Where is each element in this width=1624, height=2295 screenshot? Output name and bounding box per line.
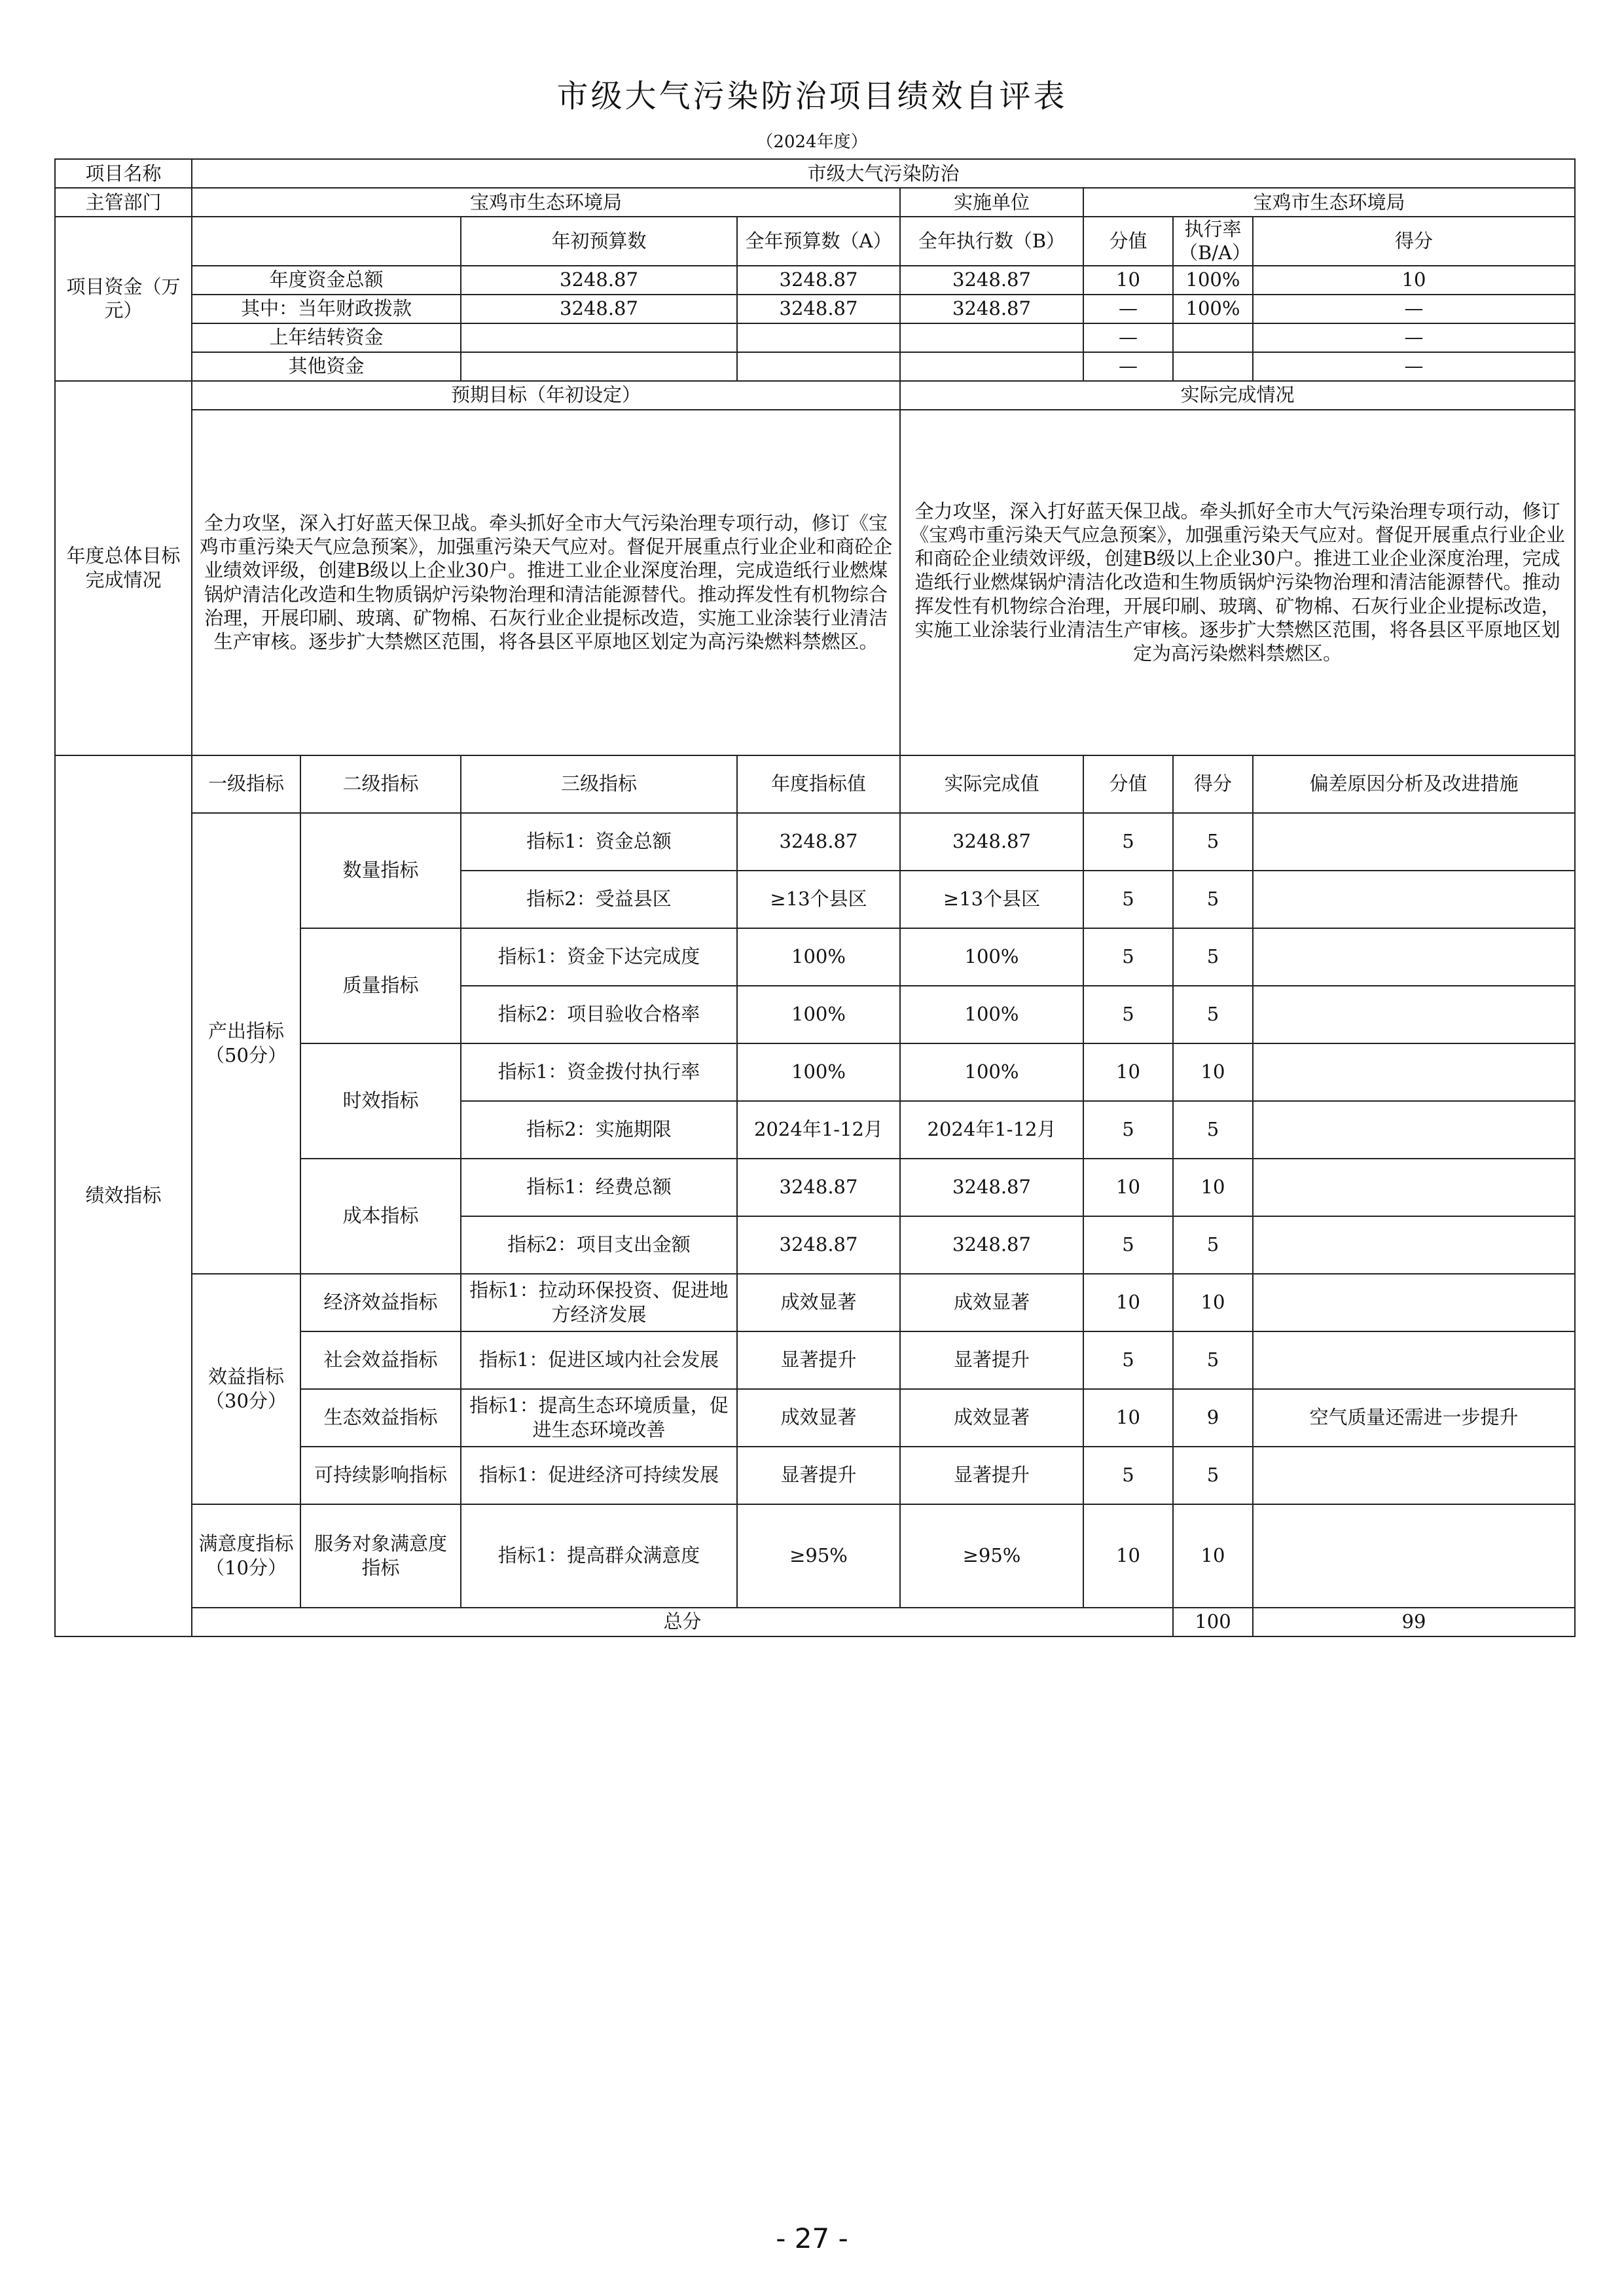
perf-target: 成效显著: [737, 1389, 900, 1447]
perf-value: 5: [1083, 1216, 1173, 1274]
perf-value: 10: [1083, 1274, 1173, 1331]
perf-level2: 生态效益指标: [300, 1389, 461, 1447]
perf-remark: [1253, 1274, 1575, 1331]
dept-label: 主管部门: [55, 188, 192, 217]
perf-value: 5: [1083, 813, 1173, 871]
funds-row: [55, 295, 1575, 323]
perf-actual: ≥95%: [900, 1504, 1083, 1608]
perf-score: 5: [1173, 1216, 1253, 1274]
perf-value: 10: [1083, 1043, 1173, 1101]
perf-target: ≥13个县区: [737, 871, 900, 928]
funds-score: —: [1253, 323, 1575, 352]
funds-score-value: —: [1083, 323, 1173, 352]
perf-value: 5: [1083, 871, 1173, 928]
perf-level2: 社会效益指标: [300, 1331, 461, 1389]
perf-score: 5: [1173, 813, 1253, 871]
perf-level2: 时效指标: [300, 1043, 461, 1159]
perf-value: 5: [1083, 1331, 1173, 1389]
perf-row: [55, 813, 1575, 871]
perf-level1: 满意度指标（10分）: [192, 1504, 300, 1608]
page-year: （2024年度）: [756, 132, 868, 152]
perf-target: 3248.87: [737, 813, 900, 871]
perf-actual: 100%: [900, 928, 1083, 986]
funds-executed: [900, 323, 1083, 352]
perf-score: 5: [1173, 1331, 1253, 1389]
funds-header: 得分: [1253, 217, 1575, 266]
perf-value: 5: [1083, 1447, 1173, 1504]
perf-target: 100%: [737, 928, 900, 986]
perf-header: 三级指标: [461, 755, 737, 813]
perf-target: 成效显著: [737, 1274, 900, 1331]
perf-level2: 可持续影响指标: [300, 1447, 461, 1504]
perf-row: [55, 1504, 1575, 1608]
funds-annual: 3248.87: [737, 295, 900, 323]
perf-indicator: 指标1：资金总额: [461, 813, 737, 871]
funds-header-blank: [192, 217, 461, 266]
funds-rate: 100%: [1173, 266, 1253, 295]
perf-actual: 成效显著: [900, 1274, 1083, 1331]
perf-level2: 经济效益指标: [300, 1274, 461, 1331]
perf-value: 10: [1083, 1159, 1173, 1216]
total-row: [55, 1608, 1575, 1636]
project-name-label: 项目名称: [55, 159, 192, 188]
goal-actual-header: 实际完成情况: [900, 381, 1575, 410]
perf-actual: 3248.87: [900, 1159, 1083, 1216]
funds-annual: 3248.87: [737, 266, 900, 295]
funds-rate: [1173, 352, 1253, 381]
funds-label: 项目资金（万元）: [55, 217, 192, 381]
funds-rate: [1173, 323, 1253, 352]
perf-score: 10: [1173, 1159, 1253, 1216]
perf-actual: 显著提升: [900, 1447, 1083, 1504]
funds-executed: 3248.87: [900, 266, 1083, 295]
perf-level2: 质量指标: [300, 928, 461, 1043]
goal-header-row: [55, 381, 1575, 410]
funds-initial: [461, 323, 737, 352]
perf-score: 5: [1173, 871, 1253, 928]
total-label: 总分: [192, 1608, 1173, 1636]
perf-remark: [1253, 813, 1575, 871]
dept: 宝鸡市生态环境局: [192, 188, 900, 217]
perf-target: 显著提升: [737, 1447, 900, 1504]
goal-expected-text: 全力攻坚，深入打好蓝天保卫战。牵头抓好全市大气污染治理专项行动，修订《宝鸡市重污染天气应急预案》，加强重污染天气应对。督促开展重点行业企业和商砼企业绩效评级，创建B级以上企业30户。推进工业企业深度治理，完成造纸行业燃煤锅炉清洁化改造和生物质锅炉污染物治理和清洁能源替代。推动挥发性有机物综合治理，开展印刷、玻璃、矿物棉、石灰行业企业提标改造，实施工业涂装行业清洁生产审核。逐步扩大禁燃区范围，将各县区平原地区划定为高污染燃料禁燃区。: [192, 410, 900, 755]
funds-score-value: 10: [1083, 266, 1173, 295]
funds-header: 年初预算数: [461, 217, 737, 266]
perf-value: 5: [1083, 986, 1173, 1043]
perf-target: 100%: [737, 986, 900, 1043]
perf-score: 10: [1173, 1043, 1253, 1101]
perf-actual: 显著提升: [900, 1331, 1083, 1389]
funds-rate: 100%: [1173, 295, 1253, 323]
perf-value: 10: [1083, 1389, 1173, 1447]
funds-header-row: [55, 217, 1575, 266]
perf-header: 年度指标值: [737, 755, 900, 813]
perf-value: 10: [1083, 1504, 1173, 1608]
funds-initial: [461, 352, 737, 381]
perf-target: 3248.87: [737, 1216, 900, 1274]
perf-row: [55, 1274, 1575, 1331]
perf-header: 分值: [1083, 755, 1173, 813]
funds-executed: 3248.87: [900, 295, 1083, 323]
perf-score: 5: [1173, 928, 1253, 986]
goal-label: 年度总体目标完成情况: [55, 381, 192, 755]
perf-remark: [1253, 1101, 1575, 1159]
perf-remark: [1253, 1331, 1575, 1389]
perf-level2: 成本指标: [300, 1159, 461, 1274]
funds-score-value: —: [1083, 352, 1173, 381]
perf-header: 得分: [1173, 755, 1253, 813]
total-score: 99: [1253, 1608, 1575, 1636]
perf-indicator: 指标2：项目验收合格率: [461, 986, 737, 1043]
perf-header: 实际完成值: [900, 755, 1083, 813]
perf-value: 5: [1083, 1101, 1173, 1159]
funds-executed: [900, 352, 1083, 381]
funds-row-label: 其他资金: [192, 352, 461, 381]
perf-indicator: 指标1：拉动环保投资、促进地方经济发展: [461, 1274, 737, 1331]
page-title: 市级大气污染防治项目绩效自评表: [556, 78, 1068, 115]
perf-remark: [1253, 1216, 1575, 1274]
perf-header-row: [55, 755, 1575, 813]
funds-score: —: [1253, 352, 1575, 381]
funds-header: 全年执行数（B）: [900, 217, 1083, 266]
total-value: 100: [1173, 1608, 1253, 1636]
perf-indicator: 指标2：项目支出金额: [461, 1216, 737, 1274]
funds-header: 全年预算数（A）: [737, 217, 900, 266]
project-name-row: [55, 159, 1575, 188]
self-evaluation-table: [54, 158, 1576, 1637]
perf-actual: 2024年1-12月: [900, 1101, 1083, 1159]
funds-row: [55, 323, 1575, 352]
perf-indicator: 指标1：资金拨付执行率: [461, 1043, 737, 1101]
funds-score-value: —: [1083, 295, 1173, 323]
perf-indicator: 指标1：提高生态环境质量，促进生态环境改善: [461, 1389, 737, 1447]
funds-row-label: 年度资金总额: [192, 266, 461, 295]
perf-indicator: 指标2：实施期限: [461, 1101, 737, 1159]
perf-remark: [1253, 1043, 1575, 1101]
perf-target: ≥95%: [737, 1504, 900, 1608]
perf-actual: 100%: [900, 1043, 1083, 1101]
perf-header: 偏差原因分析及改进措施: [1253, 755, 1575, 813]
funds-header: 执行率（B/A）: [1173, 217, 1253, 266]
perf-score: 5: [1173, 986, 1253, 1043]
perf-score: 10: [1173, 1274, 1253, 1331]
perf-level1: 效益指标（30分）: [192, 1274, 300, 1504]
perf-remark: [1253, 928, 1575, 986]
perf-remark: [1253, 1504, 1575, 1608]
project-name: 市级大气污染防治: [192, 159, 1575, 188]
perf-score: 5: [1173, 1101, 1253, 1159]
goal-actual-text: 全力攻坚，深入打好蓝天保卫战。牵头抓好全市大气污染治理专项行动，修订《宝鸡市重污染天气应急预案》，加强重污染天气应对。督促开展重点行业企业和商砼企业绩效评级，创建B级以上企业30户。推进工业企业深度治理，完成造纸行业燃煤锅炉清洁化改造和生物质锅炉污染物治理和清洁能源替代。推动挥发性有机物综合治理，开展印刷、玻璃、矿物棉、石灰行业企业提标改造，实施工业涂装行业清洁生产审核。逐步扩大禁燃区范围，将各县区平原地区划定为高污染燃料禁燃区。: [900, 410, 1575, 755]
perf-level1: 产出指标（50分）: [192, 813, 300, 1274]
funds-score: 10: [1253, 266, 1575, 295]
perf-target: 3248.87: [737, 1159, 900, 1216]
funds-initial: 3248.87: [461, 295, 737, 323]
perf-score: 10: [1173, 1504, 1253, 1608]
funds-header: 分值: [1083, 217, 1173, 266]
perf-remark: [1253, 986, 1575, 1043]
perf-actual: 100%: [900, 986, 1083, 1043]
perf-actual: ≥13个县区: [900, 871, 1083, 928]
perf-remark: [1253, 1159, 1575, 1216]
goal-expected-header: 预期目标（年初设定）: [192, 381, 900, 410]
perf-label: 绩效指标: [55, 755, 192, 1636]
perf-level2: 服务对象满意度指标: [300, 1504, 461, 1608]
perf-indicator: 指标1：经费总额: [461, 1159, 737, 1216]
perf-indicator: 指标1：促进区域内社会发展: [461, 1331, 737, 1389]
goal-text-row: [55, 410, 1575, 755]
perf-header: 一级指标: [192, 755, 300, 813]
perf-indicator: 指标1：提高群众满意度: [461, 1504, 737, 1608]
perf-target: 100%: [737, 1043, 900, 1101]
funds-annual: [737, 323, 900, 352]
funds-initial: 3248.87: [461, 266, 737, 295]
impl-unit-label: 实施单位: [900, 188, 1083, 217]
perf-remark: [1253, 871, 1575, 928]
perf-indicator: 指标1：促进经济可持续发展: [461, 1447, 737, 1504]
funds-row: [55, 352, 1575, 381]
impl-unit: 宝鸡市生态环境局: [1083, 188, 1575, 217]
perf-actual: 3248.87: [900, 813, 1083, 871]
funds-row-label: 上年结转资金: [192, 323, 461, 352]
perf-header: 二级指标: [300, 755, 461, 813]
perf-score: 5: [1173, 1447, 1253, 1504]
perf-remark: 空气质量还需进一步提升: [1253, 1389, 1575, 1447]
department-row: [55, 188, 1575, 217]
perf-value: 5: [1083, 928, 1173, 986]
funds-score: —: [1253, 295, 1575, 323]
perf-level2: 数量指标: [300, 813, 461, 928]
perf-indicator: 指标1：资金下达完成度: [461, 928, 737, 986]
perf-actual: 3248.87: [900, 1216, 1083, 1274]
perf-actual: 成效显著: [900, 1389, 1083, 1447]
perf-score: 9: [1173, 1389, 1253, 1447]
funds-row-label: 其中：当年财政拨款: [192, 295, 461, 323]
funds-row: [55, 266, 1575, 295]
funds-annual: [737, 352, 900, 381]
perf-target: 显著提升: [737, 1331, 900, 1389]
perf-indicator: 指标2：受益县区: [461, 871, 737, 928]
perf-target: 2024年1-12月: [737, 1101, 900, 1159]
page-number: - 27 -: [776, 2222, 848, 2254]
perf-remark: [1253, 1447, 1575, 1504]
